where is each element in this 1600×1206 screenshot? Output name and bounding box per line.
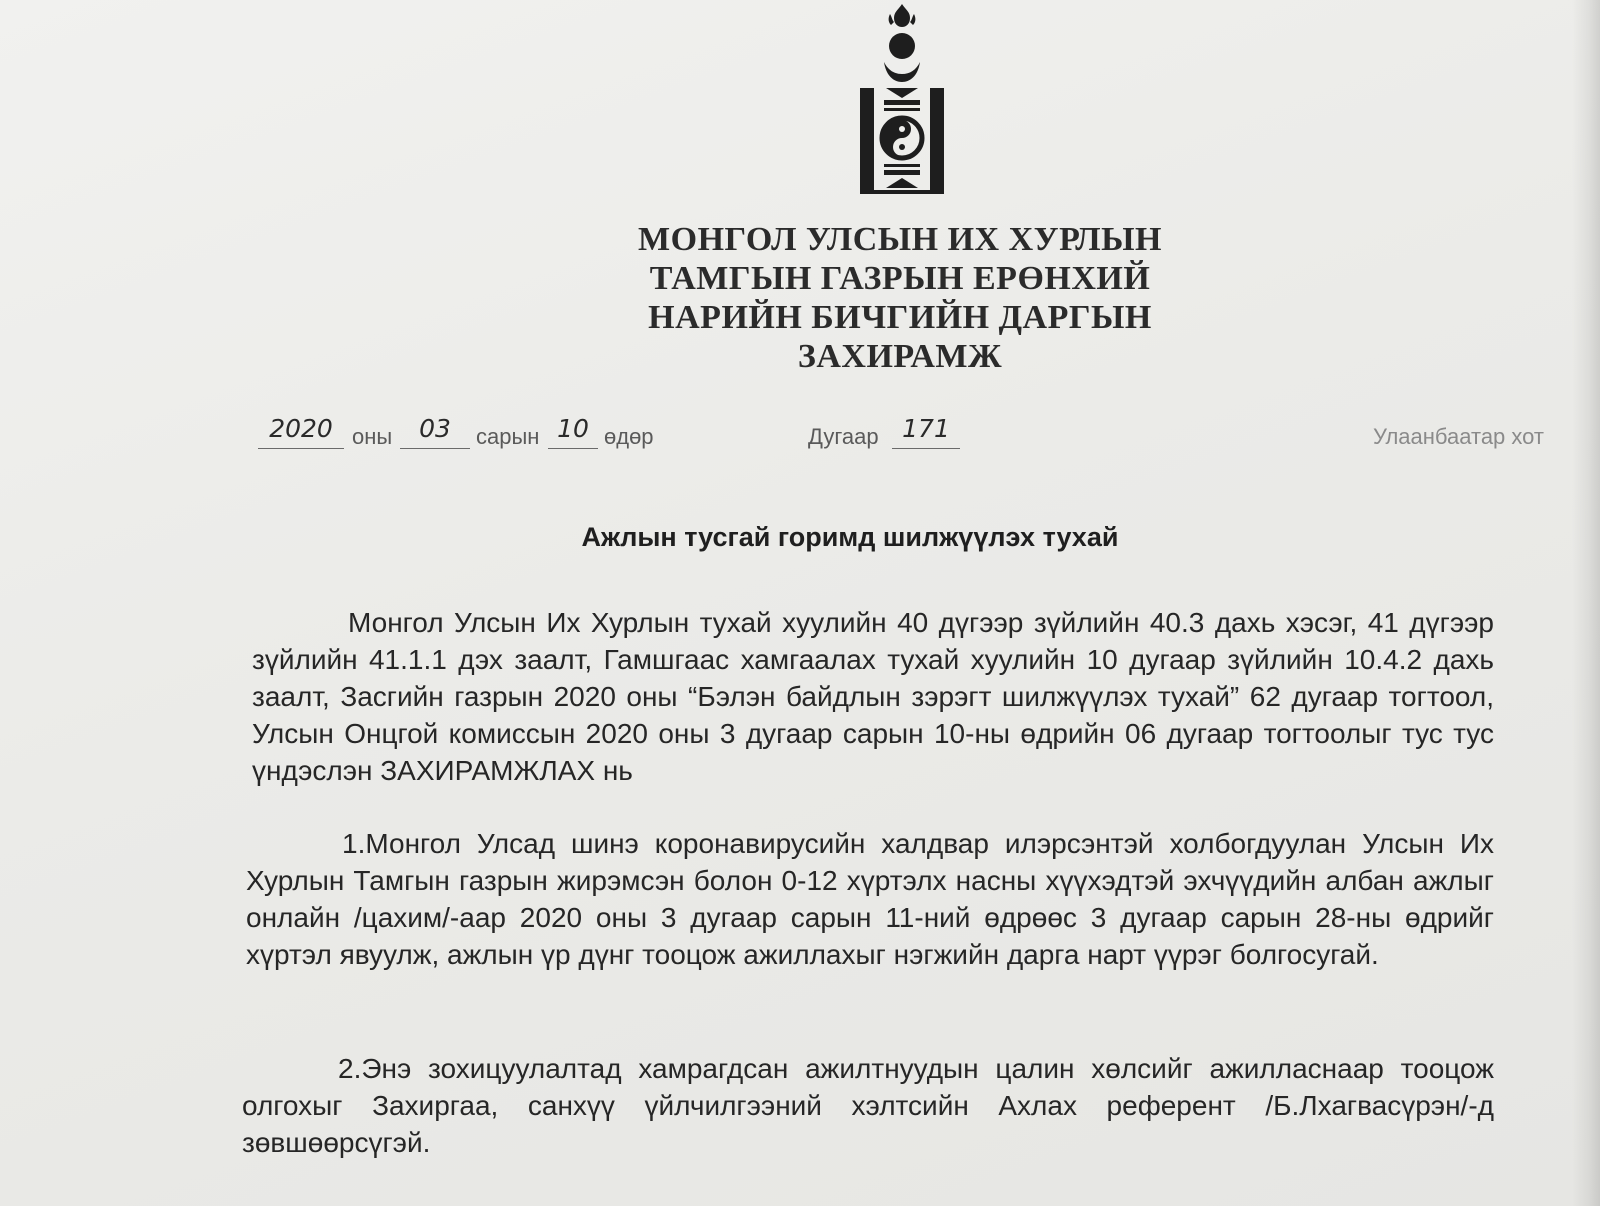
- issuer-heading: [560, 220, 1240, 376]
- number-value: 171: [892, 414, 960, 449]
- day-value: 10: [548, 414, 598, 449]
- page-edge-shadow: [1572, 0, 1600, 1206]
- document-title: Ажлын тусгай горимд шилжүүлэх тухай: [581, 522, 1119, 552]
- clause-1-paragraph: 1.Монгол Улсад шинэ коронавирусийн халдвар илэрсэнтэй холбогдуулан Улсын Их Хурлын Тамгын газрын жирэмсэн болон 0-12 хүртэлх насны хүүхэдтэй эхчүүдийн албан ажлыг онлайн /цахим/-аар 2020 оны 3 дугаар сарын 11-ний өдрөөс 3 дугаар сарын 28-ны өдрийг хүртэл явуулж, ажлын үр дүнг тооцож ажиллахыг нэгжийн дарга нарт үүрэг болгосугай.: [246, 828, 1494, 970]
- state-emblem-icon: [850, 0, 954, 200]
- heading-line-1: МОНГОЛ УЛСЫН ИХ ХУРЛЫН: [638, 221, 1162, 258]
- heading-line-2: ТАМГЫН ГАЗРЫН ЕРӨНХИЙ: [649, 260, 1151, 297]
- number-label: Дугаар: [808, 424, 879, 449]
- date-number-row: [258, 408, 1558, 458]
- year-label: оны: [352, 424, 393, 449]
- city-label: Улаанбаатар хот: [1372, 424, 1544, 449]
- heading-line-3: НАРИЙН БИЧГИЙН ДАРГЫН: [648, 299, 1152, 336]
- clause-2-paragraph: 2.Энэ зохицуулалтад хамрагдсан ажилтнуудын цалин хөлсийг ажилласнаар тооцож олгохыг Захиргаа, санхүү үйлчилгээний хэлтсийн Ахлах референт /Б.Лхагвасүрэн/-д зөвшөөрсүгэй.: [242, 1053, 1494, 1158]
- year-value: 2020: [258, 414, 344, 449]
- month-value: 03: [400, 414, 470, 449]
- day-label: өдөр: [604, 424, 654, 449]
- month-label: сарын: [476, 424, 540, 449]
- heading-line-4: ЗАХИРАМЖ: [797, 338, 1003, 375]
- preamble-paragraph: Монгол Улсын Их Хурлын тухай хуулийн 40 дүгээр зүйлийн 40.3 дахь хэсэг, 41 дүгээр зүйлийн 41.1.1 дэх заалт, Гамшгаас хамгаалах тухай хуулийн 10 дугаар зүйлийн 10.4.2 дахь заалт, Засгийн газрын 2020 оны “Бэлэн байдлын зэрэгт шилжүүлэх тухай” 62 дугаар тогтоол, Улсын Онцгой комиссын 2020 оны 3 дугаар сарын 10-ны өдрийн 06 дугаар тогтоолыг тус тус үндэслэн ЗАХИРАМЖЛАХ нь: [252, 607, 1494, 786]
